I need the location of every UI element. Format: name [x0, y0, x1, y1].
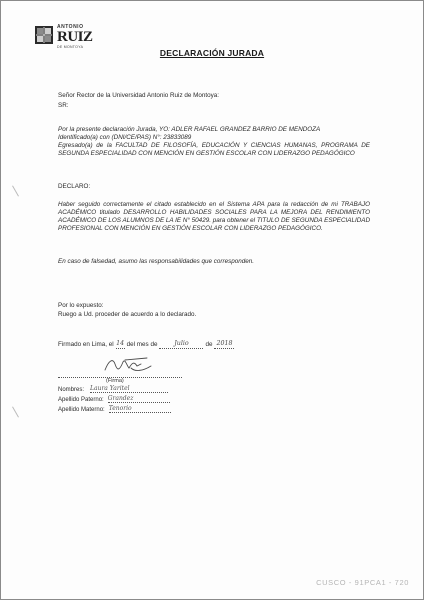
date-mes-label: del mes de — [126, 341, 158, 348]
addressee-line: Señor Rector de la Universidad Antonio Ruiz de Montoya: — [58, 92, 220, 99]
scan-mark — [12, 186, 19, 197]
apellido-paterno-label: Apellido Paterno: — [58, 397, 104, 403]
salutation: SR: — [58, 102, 69, 109]
body-paragraph: Haber seguido correctamente el citado establecido en el Sistema APA para la redacción de mi TRABAJO ACADÉMICO titulado DESARROLLO HABILIDADES SOCIALES PARA LA MEJORA DEL RENDIMIENTO ACADÉMICO DE LOS ALUMNOS DE LA IE N° 50429. para obtener el TITULO DE SEGUNDA ESPECIALIDAD PROFESIONAL CON MENCIÓN EN GESTIÓN ESCOLAR CON LIDERAZGO PEDAGÓGICO. — [58, 201, 370, 232]
footer-stamp-code: CUSCO - 91PCA1 - 720 — [316, 578, 409, 587]
nombres-label: Nombres: — [58, 387, 85, 393]
date-year: 2018 — [216, 340, 233, 347]
handwritten-signature — [101, 354, 157, 378]
scan-mark — [12, 407, 19, 418]
date-day: 14 — [116, 340, 125, 347]
apellido-paterno-row — [58, 395, 170, 403]
apellido-paterno-value: Grandez — [108, 395, 170, 403]
date-de-label: de — [205, 341, 213, 348]
document-title: DECLARACIÓN JURADA — [159, 48, 265, 58]
falsedad-statement: En caso de falsedad, asumo las responsabilidades que corresponden. — [58, 258, 255, 265]
declaration-line-3: Egresado(a) de la FACULTAD DE FILOSOFÍA, EDUCACIÓN Y CIENCIAS HUMANAS, PROGRAMA DE SEGUNDA ESPECIALIDAD CON MENCIÓN EN GESTIÓN ESCOLAR CON LIDERAZGO PEDAGÓGICO — [58, 142, 370, 157]
date-line — [58, 340, 234, 349]
logo-sub-text: DE MONTOYA — [57, 45, 84, 49]
declaro-label: DECLARO: — [58, 183, 91, 190]
logo-top-text: ANTONIO — [57, 24, 84, 30]
closing-line-2: Ruego a Ud. proceder de acuerdo a lo declarado. — [58, 311, 197, 318]
declaration-line-2: Identificado(a) con (DNI/CE/PAS) N°: 23833089 — [58, 134, 192, 141]
closing-line-1: Por lo expuesto: — [58, 302, 104, 309]
apellido-materno-row — [58, 405, 171, 413]
university-crest-icon — [34, 25, 54, 45]
date-prefix: Firmado en Lima, el — [58, 341, 114, 348]
declaration-line-1: Por la presente declaración Jurada, YO: ADLER RAFAEL GRANDEZ BARRIO DE MENDOZA — [58, 126, 321, 133]
university-logo — [34, 25, 93, 50]
logo-main-text: RUIZ — [57, 29, 93, 45]
date-month: Julio — [159, 340, 203, 349]
nombres-value: Laura Yaritel — [90, 385, 168, 393]
nombres-row — [58, 385, 168, 393]
signature-label: (Firma) — [106, 378, 124, 384]
apellido-materno-label: Apellido Materno: — [58, 407, 105, 413]
apellido-materno-value: Tenorio — [109, 405, 171, 413]
